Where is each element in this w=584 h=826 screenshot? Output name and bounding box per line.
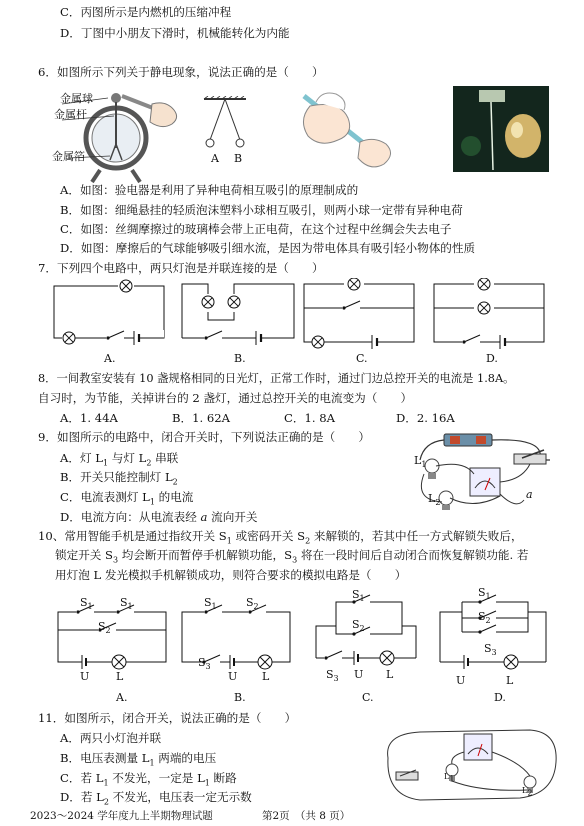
q9-option-c: C．电流表测灯 $L_1$ 的电流 xyxy=(60,490,194,507)
q8-option-a: A．1. 44A xyxy=(60,411,118,425)
q10-b-l: L xyxy=(262,670,270,683)
q10-c-u: U xyxy=(354,668,364,681)
q10-label-c: C. xyxy=(362,691,374,704)
q9-stem: 9．如图所示的电路中，闭合开关时，下列说法正确的是（ ） xyxy=(38,430,371,444)
q9-label-l1: $L_1$ xyxy=(414,454,427,470)
q10-c-s1: $S_1$ xyxy=(352,588,365,604)
q11-circuit-figure xyxy=(380,722,566,806)
prev-option-c: C．丙图所示是内燃机的压缩冲程 xyxy=(60,5,232,19)
q11-option-c: C．若 $L_1$ 不发光，一定是 $L_1$ 断路 xyxy=(60,771,237,788)
q10-a-s3: $S_2$ xyxy=(98,620,111,636)
q10-c-s2: $S_2$ xyxy=(352,618,365,634)
q8-stem-line2: 自习时，为节能，关掉讲台的 2 盏灯，通过总控开关的电流变为（ ） xyxy=(38,391,413,405)
q9-option-b: B．开关只能控制灯 $L_2$ xyxy=(60,470,178,487)
q8-option-b: B．1. 62A xyxy=(172,411,230,425)
q6-stem: 6．如图所示下列关于静电现象，说法正确的是（ ） xyxy=(38,65,324,79)
q10-label-b: B. xyxy=(234,691,246,704)
q10-b-s1: $S_1$ xyxy=(204,596,217,612)
q7-label-b: B. xyxy=(234,352,246,365)
prev-option-d: D．丁图中小朋友下滑时，机械能转化为内能 xyxy=(60,26,290,40)
q6-label-foil: 金属箔 xyxy=(52,150,85,163)
q6-balloon-water-figure xyxy=(453,86,549,172)
q10-a-s2: $S_1$ xyxy=(120,596,133,612)
q6-option-a: A．如图：验电器是利用了异种电荷相互吸引的原理制成的 xyxy=(60,183,359,197)
q6-option-b: B．如图：细绳悬挂的轻质泡沫塑料小球相互吸引，则两小球一定带有异种电荷 xyxy=(60,203,463,217)
q10-stem-line3: 用灯泡 L 发光模拟手机解锁成功，则符合要求的模拟电路是（ ） xyxy=(55,568,407,582)
q9-label-l2: $L_2$ xyxy=(428,492,441,508)
q7-label-d: D. xyxy=(486,352,498,365)
q10-stem-line2: 锁定开关 $S_3$ 均会断开而暂停手机解锁功能，$S_3$ 将在一段时间后自动闭合而恢复解锁功能. 若 xyxy=(55,548,529,565)
q10-label-a: A. xyxy=(116,691,128,704)
q7-label-a: A. xyxy=(104,352,116,365)
q6-option-c: C．如图：丝绸摩擦过的玻璃棒会带上正电荷，在这个过程中丝绸会失去电子 xyxy=(60,222,452,236)
q10-d-s1: $S_1$ xyxy=(478,586,491,602)
q8-option-d: D．2. 16A xyxy=(396,411,455,425)
q9-label-a: a xyxy=(526,488,533,501)
q10-c-l: L xyxy=(386,668,394,681)
q10-b-u: U xyxy=(228,670,238,683)
q9-option-d: D．电流方向：从电流表经 a 流向开关 xyxy=(60,510,258,524)
q10-d-u: U xyxy=(456,674,466,687)
q6-hanging-balls-figure xyxy=(200,96,250,160)
footer-title: 2023～2024 学年度九上半期物理试题 xyxy=(30,810,213,822)
q10-b-s2: $S_2$ xyxy=(246,596,259,612)
q11-label-l1: $L_1$ xyxy=(444,772,455,784)
q10-d-l: L xyxy=(506,674,514,687)
q11-option-d: D．若 $L_2$ 不发光，电压表一定无示数 xyxy=(60,790,252,807)
q10-d-s3: $S_3$ xyxy=(484,642,497,658)
q11-option-b: B．电压表测量 $L_1$ 两端的电压 xyxy=(60,751,217,768)
q6-label-a: A xyxy=(211,152,219,165)
q10-d-s2: $S_2$ xyxy=(478,610,491,626)
q10-a-l: L xyxy=(116,670,124,683)
q8-option-c: C．1. 8A xyxy=(284,411,335,425)
q6-option-d: D．如图：摩擦后的气球能够吸引细水流，是因为带电体具有吸引轻小物体的性质 xyxy=(60,241,476,255)
q9-option-a: A．灯 $L_1$ 与灯 $L_2$ 串联 xyxy=(60,451,179,468)
q6-label-rod: 金属杆 xyxy=(54,108,87,121)
q6-glass-rod-figure xyxy=(290,88,400,174)
q7-label-c: C. xyxy=(356,352,368,365)
q8-stem-line1: 8．一间教室安装有 10 盏规格相同的日光灯，正常工作时，通过门边总控开关的电流是 1.8A。 xyxy=(38,372,515,385)
footer-page-number: 第2页 （共 8 页） xyxy=(262,810,351,822)
q10-a-s1: $S_1$ xyxy=(80,596,93,612)
q10-b-s3: $S_3$ xyxy=(198,656,211,672)
q7-circuits-figure xyxy=(48,278,553,350)
q10-a-u: U xyxy=(80,670,90,683)
q10-stem-line1: 10、常用智能手机是通过指纹开关 $S_1$ 或密码开关 $S_2$ 来解锁的，若其中任一方式解锁失败后， xyxy=(38,529,523,546)
q10-label-d: D. xyxy=(494,691,506,704)
q10-c-s3: $S_3$ xyxy=(326,668,339,684)
q11-option-a: A．两只小灯泡并联 xyxy=(60,731,162,745)
q6-label-ball: 金属球 xyxy=(60,92,93,105)
q7-stem: 7．下列四个电路中，两只灯泡是并联连接的是（ ） xyxy=(38,261,324,275)
q11-stem: 11．如图所示，闭合开关，说法正确的是（ ） xyxy=(38,711,297,725)
q11-label-l2: $L_2$ xyxy=(522,786,533,798)
q6-label-b: B xyxy=(234,152,243,165)
